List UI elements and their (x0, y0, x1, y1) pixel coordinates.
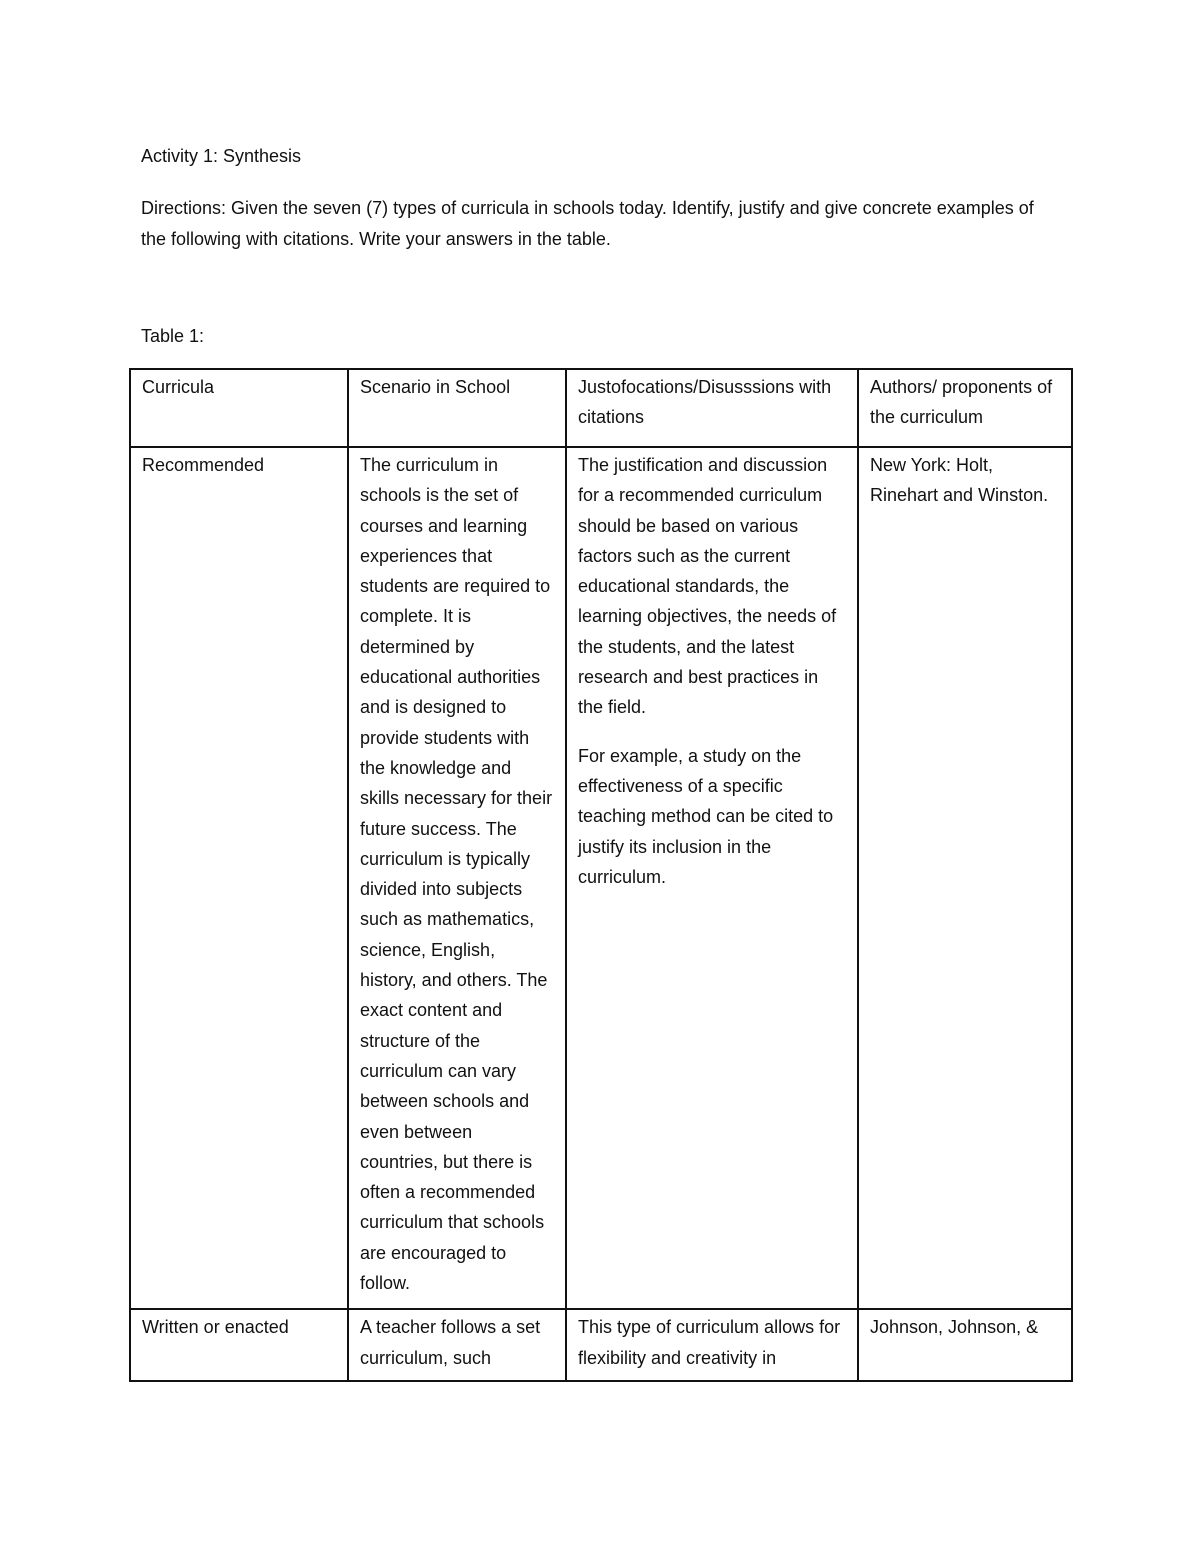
header-scenario: Scenario in School (348, 369, 566, 447)
cell-text: Johnson, Johnson, & (870, 1317, 1039, 1338)
cell-text: This type of curriculum allows for flexibility and creativity in (578, 1317, 841, 1368)
cell-curricula: Recommended (130, 447, 348, 1309)
cell-text: Written or enacted (142, 1317, 289, 1338)
table-label: Table 1: (141, 326, 205, 346)
curricula-table (129, 368, 1073, 1382)
cell-authors (858, 1309, 1072, 1381)
cell-justification (566, 447, 858, 1309)
cell-justification (566, 1309, 858, 1381)
header-authors: Authors/ proponents of the curriculum (858, 369, 1072, 447)
cell-scenario: The curriculum in schools is the set of courses and learning experiences that students are required to complete. It is determined by educational authorities and is designed to provide students with the knowledge and skills necessary for their future success. The curriculum is typically divided into subjects such as mathematics, science, English, history, and others. The exact content and structure of the curriculum can vary between schools and even between countries, but there is often a recommended curriculum that schools are encouraged to follow. (348, 447, 566, 1309)
table-header-row (130, 369, 1072, 447)
justification-paragraph: The justification and discussion for a recommended curriculum should be based on various factors such as the current educational standards, the learning objectives, the needs of the students, and the latest research and best practices in the field. (578, 455, 837, 718)
cell-scenario (348, 1309, 566, 1381)
directions-text: Directions: Given the seven (7) types of curricula in schools today. Identify, justify and give concrete examples of the following with citations. Write your answers in the table. (141, 198, 1034, 249)
header-curricula: Curricula (130, 369, 348, 447)
table-row (130, 1309, 1072, 1381)
table-row (130, 447, 1072, 1309)
cell-curricula (130, 1309, 348, 1381)
header-justifications: Justofocations/Disusssions with citations (566, 369, 858, 447)
cell-text: A teacher follows a set curriculum, such (360, 1317, 541, 1368)
cell-authors: New York: Holt, Rinehart and Winston. (858, 447, 1072, 1309)
activity-title: Activity 1: Synthesis (141, 146, 302, 166)
justification-example-paragraph: For example, a study on the effectiveness of a specific teaching method can be cited to justify its inclusion in the curriculum. (578, 745, 834, 887)
